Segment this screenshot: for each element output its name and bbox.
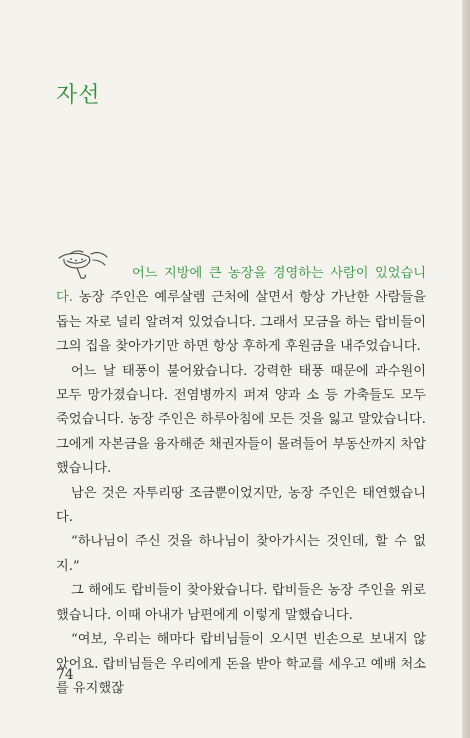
paragraph-text: 농장 주인은 예루살렘 근처에 살면서 항상 가난한 사람들을 돕는 자로 널리 알려져 있었습니다. 그래서 모금을 하는 랍비들이 그의 집을 찾아가기만 하면 항상 후하게 후원금을 내주었습니다. <box>56 290 426 355</box>
story-body <box>56 262 426 701</box>
chapter-title: 자선 <box>56 83 101 108</box>
quote-paragraph: “하나님이 주신 것을 하나님이 찾아가시는 것인데, 할 수 없지.” <box>56 534 426 574</box>
opening-sentence: 어느 지방에 큰 농장을 경영하는 사람이 있었습니다. <box>56 266 426 306</box>
paragraph <box>56 262 426 360</box>
paragraph: 어느 날 태풍이 불어왔습니다. 강력한 태풍 때문에 과수원이 모두 망가졌습니다. 전염병까지 퍼져 양과 소 등 가축들도 모두 죽었습니다. 농장 주인은 하루아침에 모든 것을 잃고 말았습니다. 그에게 자본금을 융자해준 채권자들이 몰려들어 부동산까지 차압했습니다. <box>56 363 426 477</box>
quote-paragraph: “여보, 우리는 해마다 랍비님들이 오시면 빈손으로 보내지 않았어요. 랍비님들은 우리에게 돈을 받아 학교를 세우고 예배 처소를 유지했잖 <box>56 632 426 696</box>
page-edge <box>462 0 470 738</box>
paragraph: 그 해에도 랍비들이 찾아왔습니다. 랍비들은 농장 주인을 위로했습니다. 이때 아내가 남편에게 이렇게 말했습니다. <box>56 583 426 623</box>
paragraph: 남은 것은 자투리땅 조금뿐이었지만, 농장 주인은 태연했습니다. <box>56 485 426 526</box>
page-number: 74 <box>56 667 74 683</box>
